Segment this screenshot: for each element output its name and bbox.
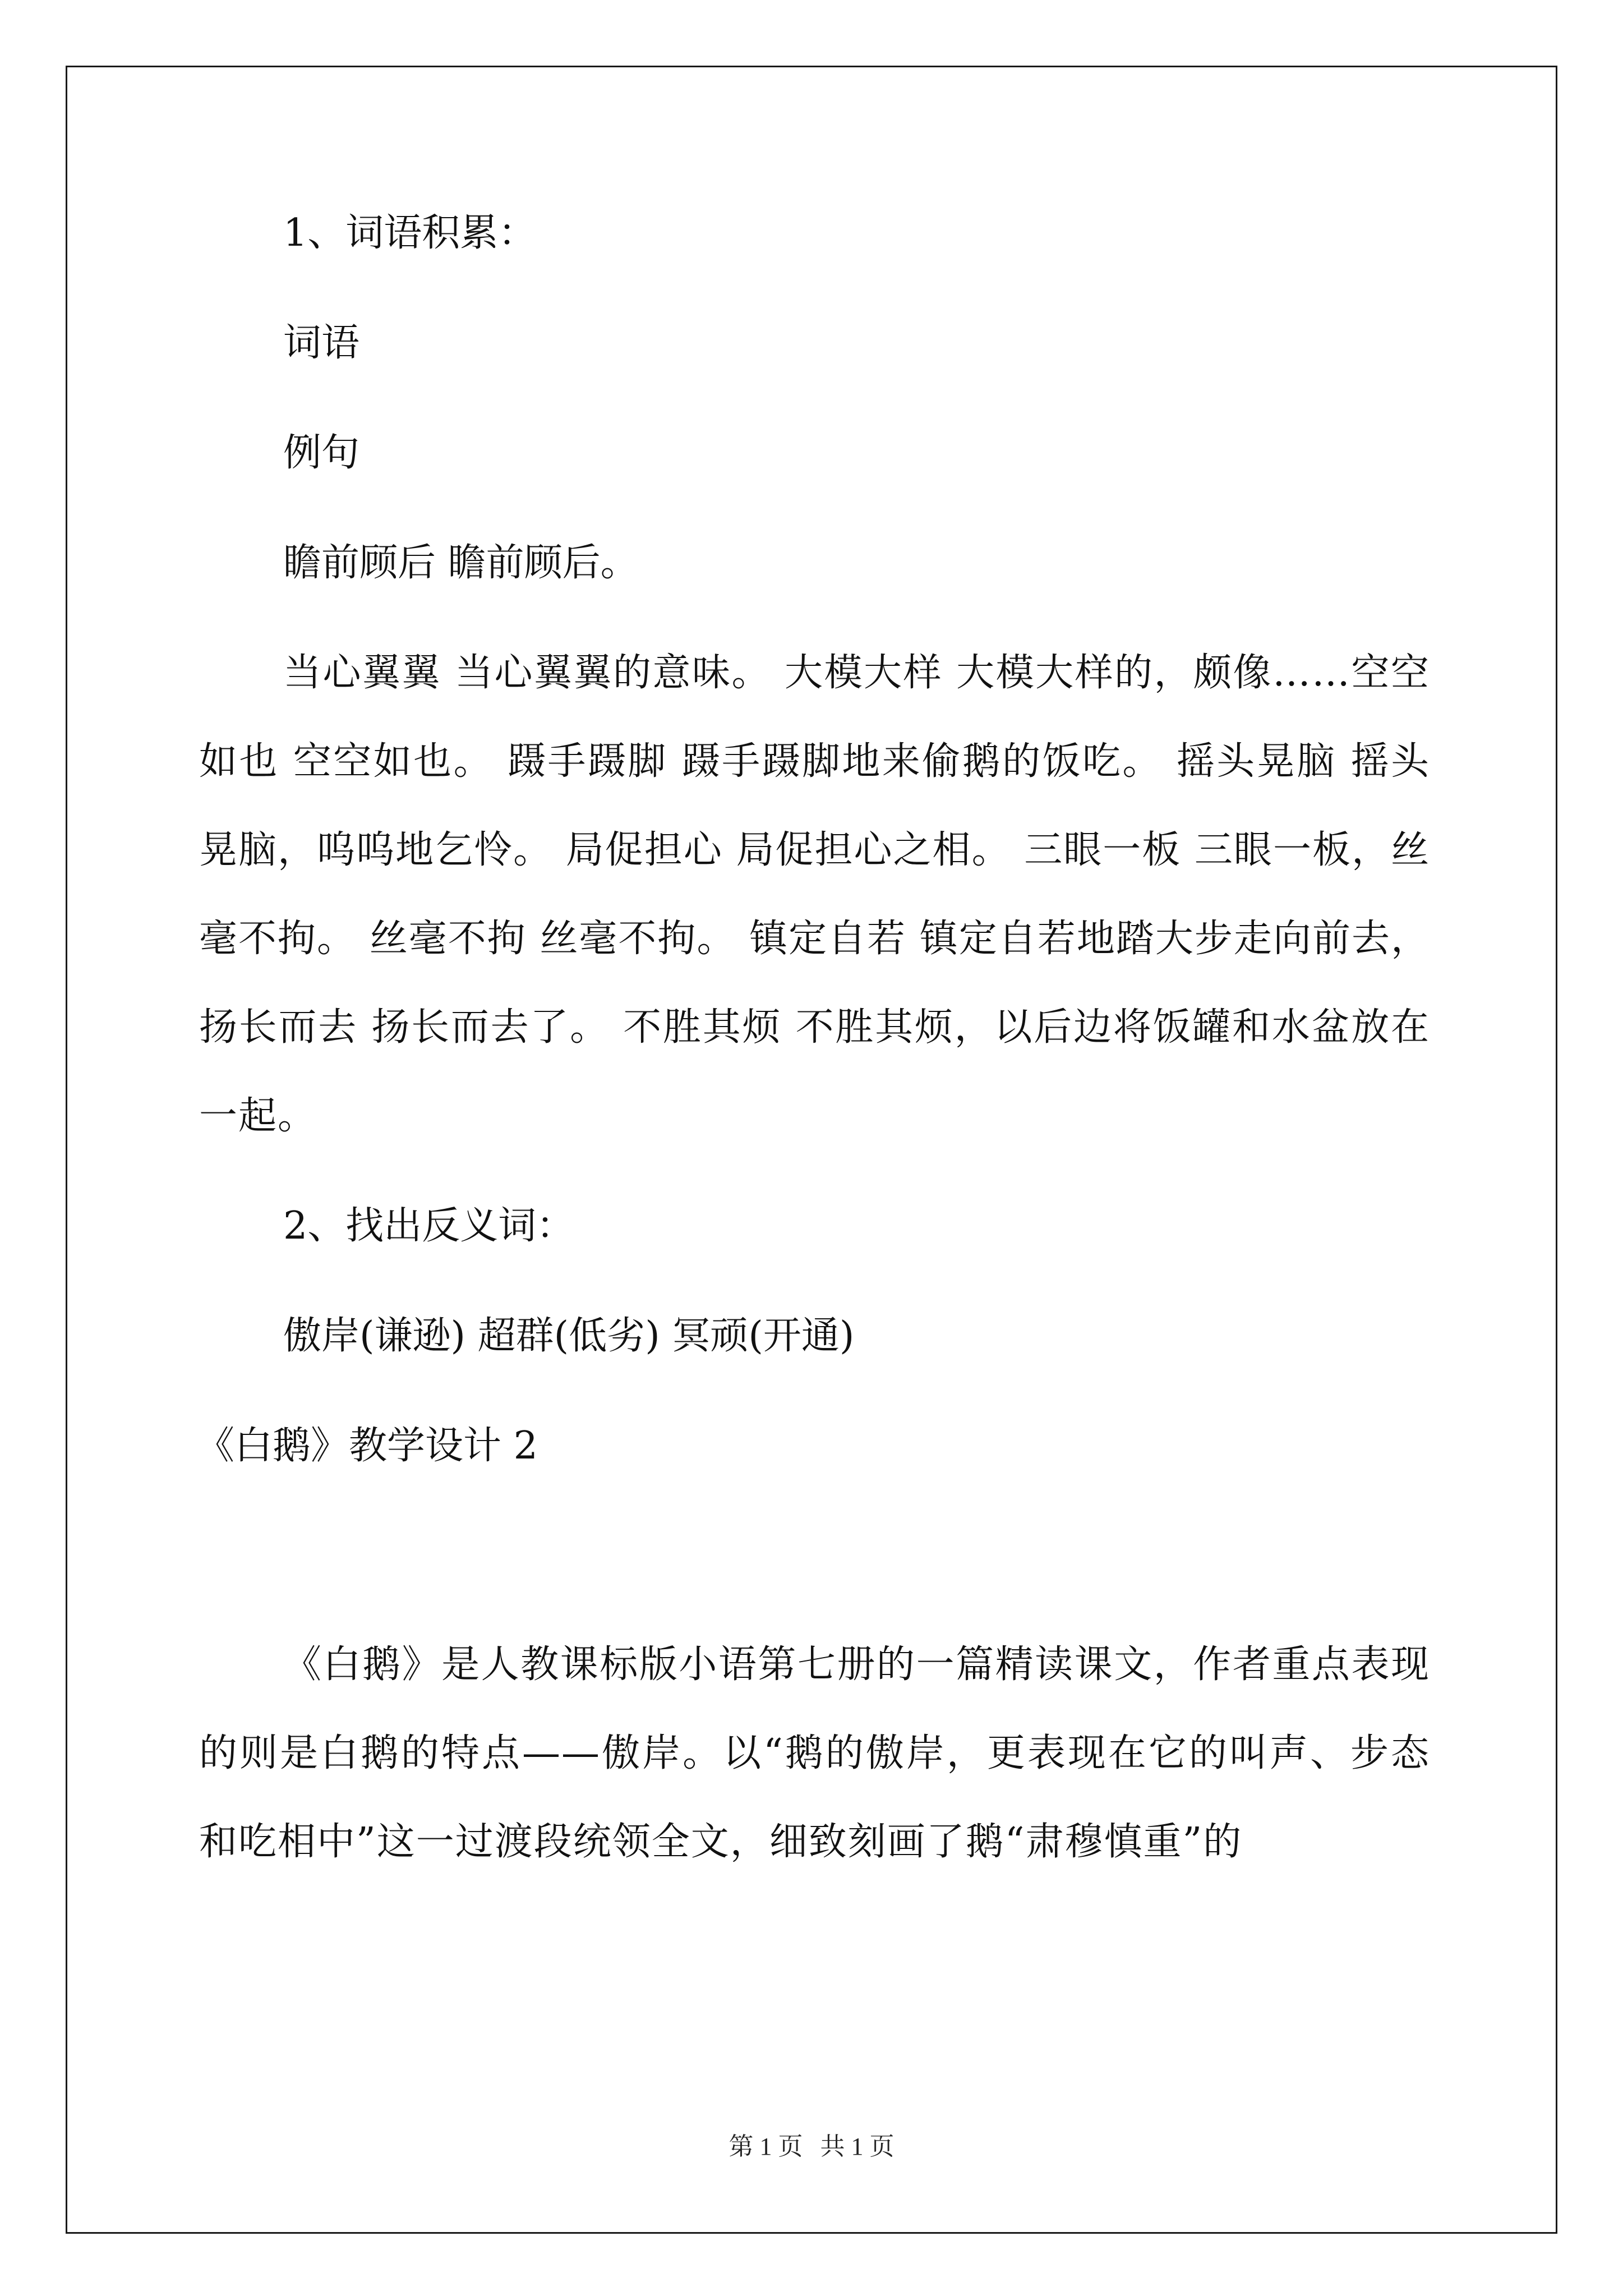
design-title: 《白鹅》教学设计 2: [196, 1424, 538, 1468]
page-total: 共 1 页: [820, 2133, 895, 2160]
antonym-heading: 2、找出反义词：: [283, 1204, 575, 1248]
vocab-line: 瞻前顾后 瞻前顾后。: [283, 541, 639, 585]
vocab-paragraph: 当心翼翼 当心翼翼的意味。 大模大样 大模大样的，颇像……空空如也 空空如也。 蹑手蹑脚 蹑手蹑脚地来偷鹅的饭吃。 摇头晃脑 摇头晃脑，呜呜地乞怜。 局促担心 局促担心之相。 三眼一板 三眼一板，丝毫不拘。 丝毫不拘 丝毫不拘。 镇定自若 镇定自若地踏大步走向前去， 扬长而去 扬长而去了。 不胜其烦 不胜其烦，以后边将饭罐和水盆放在一起。: [199, 651, 1430, 1138]
antonym-line: 傲岸(谦逊) 超群(低劣) 冥顽(开通): [283, 1314, 855, 1358]
column-word-label: 词语: [283, 321, 360, 365]
column-example-label: 例句: [283, 431, 360, 475]
vocab-heading: 1、词语积累：: [283, 211, 537, 255]
document-body: [196, 211, 1430, 1933]
intro-paragraph: 《白鹅》是人教课标版小语第七册的一篇精读课文，作者重点表现的则是白鹅的特点——傲岸。以“鹅的傲岸，更表现在它的叫声、步态和吃相中”这一过渡段统领全文，细致刻画了鹅“肃穆慎重”的: [199, 1642, 1430, 1864]
page-number: 第 1 页: [728, 2133, 803, 2160]
page-footer: [0, 2126, 1623, 2162]
